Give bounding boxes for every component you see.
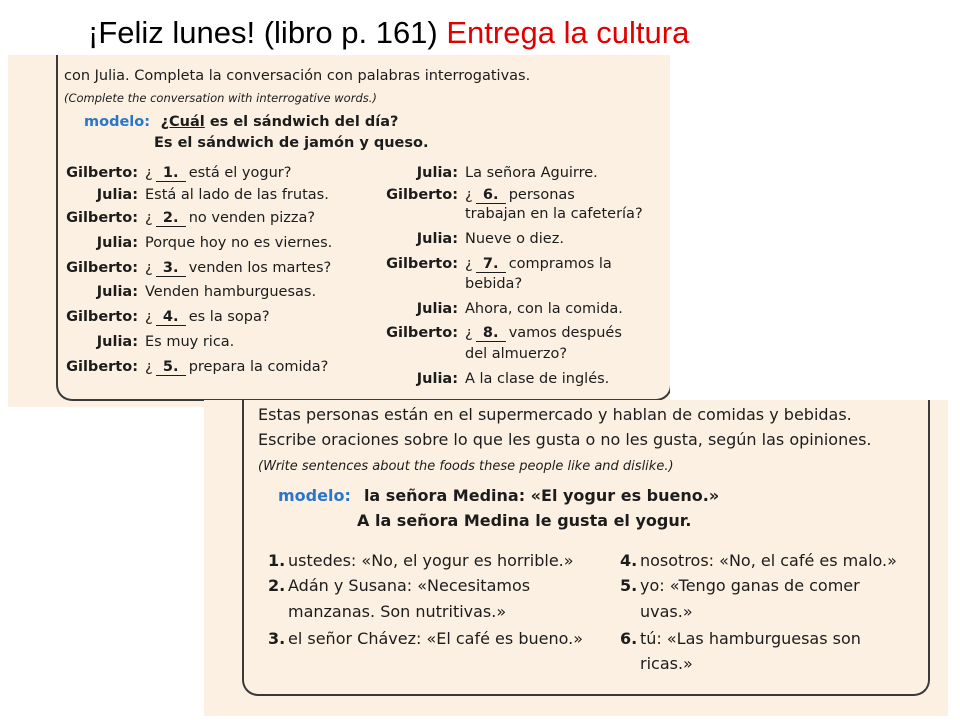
- modelo-question-rest: es el sándwich del día?: [204, 114, 399, 130]
- speaker: Julia:: [96, 235, 138, 251]
- exercise-instructions-line1: Estas personas están en el supermercado y hablan de comidas y bebidas.: [258, 405, 852, 424]
- modelo-line1: la señora Medina: «El yogur es bueno.»: [363, 486, 720, 505]
- speaker: Gilberto:: [386, 256, 458, 272]
- line-text: Venden hamburguesas.: [145, 284, 317, 300]
- speaker: Julia:: [96, 187, 138, 203]
- item-number: 4.: [620, 551, 638, 570]
- question-mark: ¿: [145, 309, 153, 325]
- item-text: nosotros: «No, el café es malo.»: [640, 551, 897, 570]
- modelo-answer: A la señora Medina le gusta el yogur.: [357, 511, 692, 530]
- dialogue-continuation: del almuerzo?: [465, 346, 568, 362]
- conversation-exercise-panel: [8, 55, 670, 407]
- line-text: Ahora, con la comida.: [465, 301, 623, 317]
- dialogue-continuation: bebida?: [465, 276, 523, 292]
- speaker: Gilberto:: [66, 309, 138, 325]
- exercise-item: [268, 549, 574, 573]
- item-continuation: ricas.»: [640, 654, 693, 673]
- line-text: A la clase de inglés.: [465, 371, 610, 387]
- question-mark: ¿: [145, 359, 153, 375]
- question-mark: ¿: [465, 256, 473, 272]
- line-text: venden los martes?: [188, 260, 332, 276]
- answer-blank: 1.: [156, 165, 186, 182]
- modelo-question-word: ¿Cuál: [160, 114, 205, 130]
- modelo-prompt: [278, 484, 719, 508]
- speaker: Julia:: [416, 371, 458, 387]
- answer-blank: 2.: [156, 210, 186, 227]
- slide-title: [88, 10, 689, 56]
- speaker: Gilberto:: [386, 187, 458, 203]
- item-number: 2.: [268, 576, 286, 595]
- answer-blank: 6.: [476, 187, 506, 204]
- answer-blank: 3.: [156, 260, 186, 277]
- question-mark: ¿: [145, 260, 153, 276]
- line-text: Está al lado de las frutas.: [145, 187, 329, 203]
- question-mark: ¿: [465, 187, 473, 203]
- modelo-question: [84, 111, 398, 133]
- speaker: Julia:: [416, 231, 458, 247]
- line-text: está el yogur?: [188, 165, 292, 181]
- item-text: ustedes: «No, el yogur es horrible.»: [288, 551, 574, 570]
- speaker: Julia:: [416, 301, 458, 317]
- speaker: Julia:: [416, 165, 458, 181]
- speaker: Gilberto:: [66, 260, 138, 276]
- line-text: vamos después: [508, 325, 622, 341]
- question-mark: ¿: [465, 325, 473, 341]
- line-text: prepara la comida?: [188, 359, 329, 375]
- question-mark: ¿: [145, 165, 153, 181]
- question-mark: ¿: [145, 210, 153, 226]
- line-text: Porque hoy no es viernes.: [145, 235, 333, 251]
- exercise-item: [620, 627, 861, 651]
- item-number: 5.: [620, 576, 638, 595]
- exercise-instructions-line2: Escribe oraciones sobre lo que les gusta o no les gusta, según las opiniones.: [258, 430, 872, 449]
- dialogue-continuation: trabajan en la cafetería?: [465, 206, 643, 222]
- speaker: Gilberto:: [386, 325, 458, 341]
- modelo-answer: Es el sándwich de jamón y queso.: [154, 135, 429, 151]
- item-text: tú: «Las hamburguesas son: [640, 629, 861, 648]
- item-text: Adán y Susana: «Necesitamos: [288, 576, 531, 595]
- item-number: 1.: [268, 551, 286, 570]
- speaker: Julia:: [96, 284, 138, 300]
- line-text: Nueve o diez.: [465, 231, 564, 247]
- item-continuation: manzanas. Son nutritivas.»: [288, 602, 507, 621]
- answer-blank: 8.: [476, 325, 506, 342]
- item-text: yo: «Tengo ganas de comer: [640, 576, 860, 595]
- line-text: compramos la: [508, 256, 612, 272]
- item-number: 6.: [620, 629, 638, 648]
- exercise-item: [268, 627, 583, 651]
- title-accent: Entrega la cultura: [446, 15, 690, 50]
- item-number: 3.: [268, 629, 286, 648]
- speaker: Gilberto:: [66, 210, 138, 226]
- title-main: ¡Feliz lunes! (libro p. 161): [88, 15, 438, 50]
- line-text: no venden pizza?: [188, 210, 316, 226]
- exercise-translation: (Write sentences about the foods these people like and dislike.): [258, 459, 674, 474]
- exercise-item: [268, 574, 530, 598]
- exercise-instructions: con Julia. Completa la conversación con palabras interrogativas.: [64, 68, 531, 84]
- answer-blank: 5.: [156, 359, 186, 376]
- exercise-item: [620, 574, 860, 598]
- line-text: es la sopa?: [188, 309, 270, 325]
- line-text: Es muy rica.: [145, 334, 235, 350]
- item-text: el señor Chávez: «El café es bueno.»: [288, 629, 583, 648]
- speaker: Gilberto:: [66, 165, 138, 181]
- modelo-label: modelo:: [278, 486, 351, 505]
- modelo-label: modelo:: [84, 114, 151, 130]
- speaker: Gilberto:: [66, 359, 138, 375]
- exercise-translation: (Complete the conversation with interrogative words.): [64, 91, 377, 105]
- line-text: La señora Aguirre.: [465, 165, 598, 181]
- line-text: personas: [508, 187, 575, 203]
- item-continuation: uvas.»: [640, 602, 693, 621]
- preferences-exercise-panel: [204, 400, 948, 716]
- speaker: Julia:: [96, 334, 138, 350]
- answer-blank: 7.: [476, 256, 506, 273]
- exercise-item: [620, 549, 897, 573]
- answer-blank: 4.: [156, 309, 186, 326]
